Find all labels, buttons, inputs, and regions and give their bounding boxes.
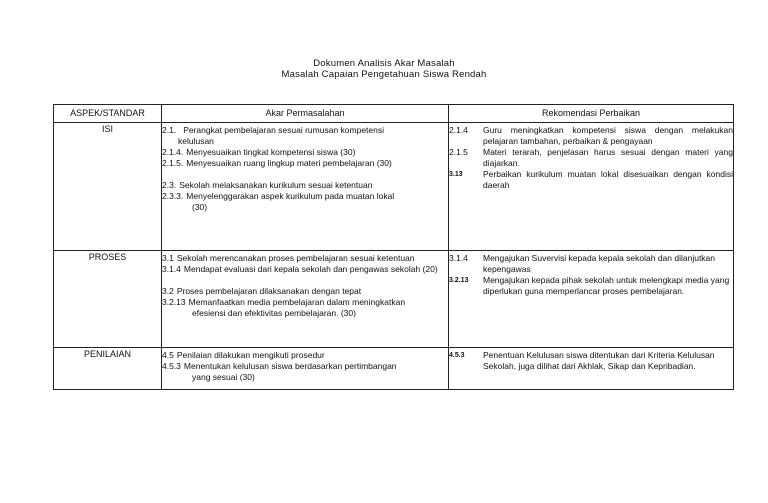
akar-cell: 2.1. Perangkat pembelajaran sesuai rumusan kompetensi kelulusan 2.1.4. Menyesuaikan tingkat kompetensi siswa (30) 2.1.5. Menyesuaikan ruang lingkup materi pembelajaran (30) 2.3. Sekolah melaksanakan kurikulum sesuai ketentuan 2.3.3. Menyelenggarakan aspek kurikulum pada muatan lokal (30) <box>162 123 449 251</box>
rekomendasi-item: 2.1.5 Materi terarah, penjelasan harus sesuai dengan materi yang diajarkan. <box>449 147 733 168</box>
akar-item: 3.1 Sekolah merencanakan proses pembelajaran sesuai ketentuan <box>162 253 415 263</box>
aspek-cell: PROSES <box>54 251 162 348</box>
analysis-table <box>53 104 734 390</box>
akar-item: 2.1. Perangkat pembelajaran sesuai rumusan kompetensi <box>162 125 384 135</box>
akar-item: 2.1.4. Menyesuaikan tingkat kompetensi siswa (30) <box>162 147 356 157</box>
akar-item: 3.2 Proses pembelajaran dilaksanakan dengan tepat <box>162 286 362 296</box>
header-akar: Akar Permasalahan <box>162 105 449 123</box>
rekomendasi-item: 2.1.4 Guru meningkatkan kompetensi siswa dengan melakukan pelajaran tambahan, perbaikan & pengayaan <box>449 125 733 146</box>
rekomendasi-item: 3.13 Perbaikan kurikulum muatan lokal disesuaikan dengan kondisi daerah <box>449 169 733 190</box>
table-row-isi <box>54 123 734 251</box>
header-rekomendasi: Rekomendasi Perbaikan <box>449 105 734 123</box>
akar-cell: 4.5 Penilaian dilakukan mengikuti prosedur 4.5.3 Menentukan kelulusan siswa berdasarkan pertimbangan yang sesuai (30) <box>162 348 449 390</box>
akar-item: 2.3. Sekolah melaksanakan kurikulum sesuai ketentuan <box>162 180 373 190</box>
header-aspek: ASPEK/STANDAR <box>54 105 162 123</box>
rekomendasi-item: 3.1.4 Mengajukan Suvervisi kepada kepala sekolah dan dilanjutkan kepengawas <box>449 253 716 274</box>
table-row-proses <box>54 251 734 348</box>
akar-item: 4.5.3 Menentukan kelulusan siswa berdasarkan pertimbangan <box>162 361 397 371</box>
title-line-2: Masalah Capaian Pengetahuan Siswa Rendah <box>281 69 487 80</box>
aspek-cell: PENILAIAN <box>54 348 162 390</box>
rekomendasi-cell <box>449 348 734 390</box>
akar-item: 2.1.5. Menyesuaikan ruang lingkup materi pembelajaran (30) <box>162 158 392 168</box>
akar-item: 4.5 Penilaian dilakukan mengikuti prosedur <box>162 350 325 360</box>
rekomendasi-item: 3.2.13 Mengajukan kepada pihak sekolah untuk melengkapi media yang diperlukan guna memperlancar proses pembelajaran. <box>449 275 730 296</box>
rekomendasi-cell <box>449 251 734 348</box>
akar-cell: 3.1 Sekolah merencanakan proses pembelajaran sesuai ketentuan 3.1.4 Mendapat evaluasi dari kepala sekolah dan pengawas sekolah (20) 3.2 Proses pembelajaran dilaksanakan dengan tepat 3.2.13 Memanfaatkan media pembelajaran dalam meningkatkan efesiensi dan efektivitas pembelajaran. (30) <box>162 251 449 348</box>
rekomendasi-item: 4.5.3 Penentuan Kelulusan siswa ditentukan dari Kriteria Kelulusan Sekolah, juga dilihat dari Akhlak, Sikap dan Kepribadian. <box>449 350 715 371</box>
title-line-1: Dokumen Analisis Akar Masalah <box>313 58 455 69</box>
document-title <box>0 58 768 80</box>
akar-item: 3.2.13 Memanfaatkan media pembelajaran dalam meningkatkan <box>162 297 406 307</box>
akar-item: 2.3.3. Menyelenggarakan aspek kurikulum pada muatan lokal <box>162 191 395 201</box>
table-row-penilaian <box>54 348 734 390</box>
rekomendasi-cell <box>449 123 734 251</box>
akar-item: 3.1.4 Mendapat evaluasi dari kepala sekolah dan pengawas sekolah (20) <box>162 264 438 274</box>
table-header-row <box>54 105 734 123</box>
aspek-cell: ISI <box>54 123 162 251</box>
